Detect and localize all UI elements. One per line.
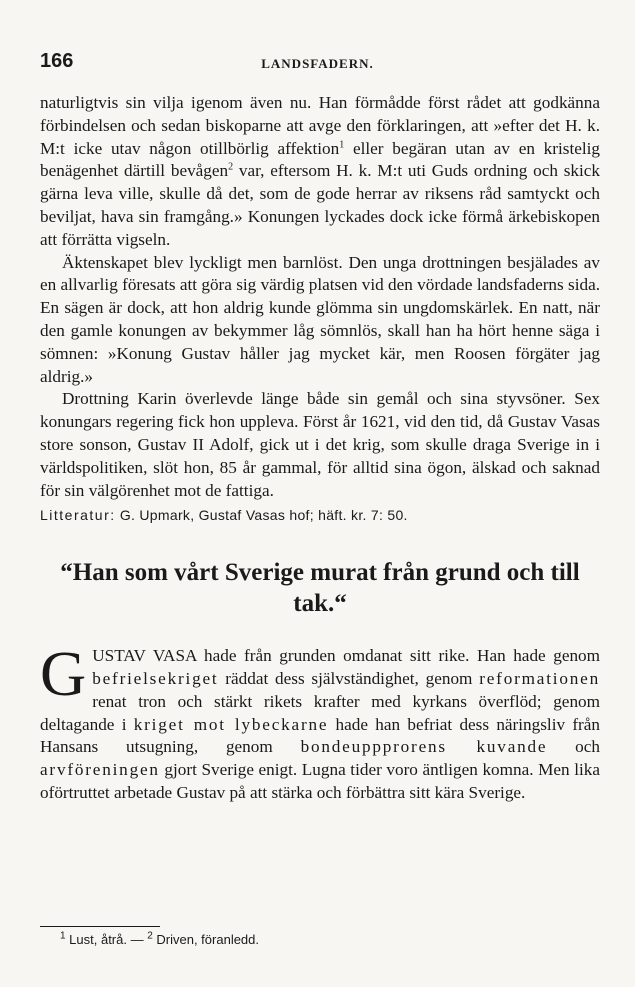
- chapter-paragraph: GUSTAV VASA hade från grunden omdanat sitt rike. Han hade genom befrielsekriget räddat dess självständighet, genom reformationen renat tron och stärkt rikets krafter med kyrkans överflöd; genom deltagande i kriget mot lybeckarne hade han befriat dess näringsliv från Hansans utsugning, genom bondeuppprorens kuvande och arvföreningen gjort Sverige enigt. Lugna tider voro äntligen komna. Men lika oförtruttet arbetade Gustav på att stärka och förbättra sitt kära Sverige.: [40, 638, 600, 802]
- paragraph: Äktenskapet blev lyckligt men barnlöst. Den unga drottningen besjälades av en allvarlig föresats att göra sig värdig platsen vid den vördade landsfaderns sida. En sägen är dock, att hon aldrig kunde glömma sin ungdomskärlek. En natt, när den gamle konungen av bekymmer låg sömnlös, skall han ha hört henne säga i sömnen: »Konung Gustav håller jag mycket kär, men Roosen förgäter jag aldrig.»: [40, 252, 600, 386]
- literature-label: Litteratur:: [40, 507, 116, 524]
- body-text: [40, 92, 600, 805]
- footnote-ref-1[interactable]: 1: [339, 138, 345, 150]
- footnote-divider: [40, 926, 160, 927]
- paragraph: naturligtvis sin vilja igenom även nu. Han förmådde först rådet att godkänna förbindelsen och sedan biskoparne att avge den förklaringen, att »efter det H. k. M:t icke utav någon otillbörlig affektion$^1$ eller begäran utan av en kristelig benägenhet därtill bevågen$^2$ var, eftersom H. k. M:t uti Guds ordning och skick gärna leva ville, skulle då det, som de gode herrar av riksens råd samtyckt och beviljat, hava sin framgång.» Konungen lyckades dock icke förmå ärkebiskopen att förrätta vigseln.: [40, 93, 600, 249]
- spaced-term: bondeuppprorens kuvande: [300, 737, 548, 757]
- literature-reference: Litteratur: G. Upmark, Gustaf Vasas hof; häft. kr. 7: 50.: [40, 507, 408, 524]
- footnotes: $^1$ Lust, åtrå. — $^2$ Driven, föranledd.: [60, 930, 260, 947]
- page-number: 166: [40, 50, 74, 72]
- paragraph: Drottning Karin överlevde länge både sin gemål och sina styvsöner. Sex konungars regering fick hon uppleva. Först år 1621, vid den tid, då Gustav Vasas store sonson, Gustav II Adolf, gick ut i det krig, som skulle draga Sverige in i världspolitiken, slöt hon, 85 år gammal, för alltid sina ögon, älskad och saknad för sin välgörenhet mot de fattiga.: [40, 389, 600, 500]
- footnote-mark-1: 1: [60, 930, 66, 942]
- footnote-ref-2[interactable]: 2: [228, 161, 234, 173]
- section-title: “Han som vårt Sverige murat från grund och till tak.“: [60, 559, 580, 618]
- spaced-term: reformationen: [479, 668, 600, 688]
- footnote-mark-2: 2: [147, 930, 153, 942]
- running-title: LANDSFADERN.: [261, 56, 374, 71]
- spaced-term: arvföreningen: [40, 760, 160, 780]
- spaced-term: kriget mot lybeckarne: [133, 714, 329, 734]
- drop-cap: G: [40, 638, 87, 710]
- spaced-term: befrielsekriget: [92, 668, 219, 688]
- page-header: [40, 50, 595, 74]
